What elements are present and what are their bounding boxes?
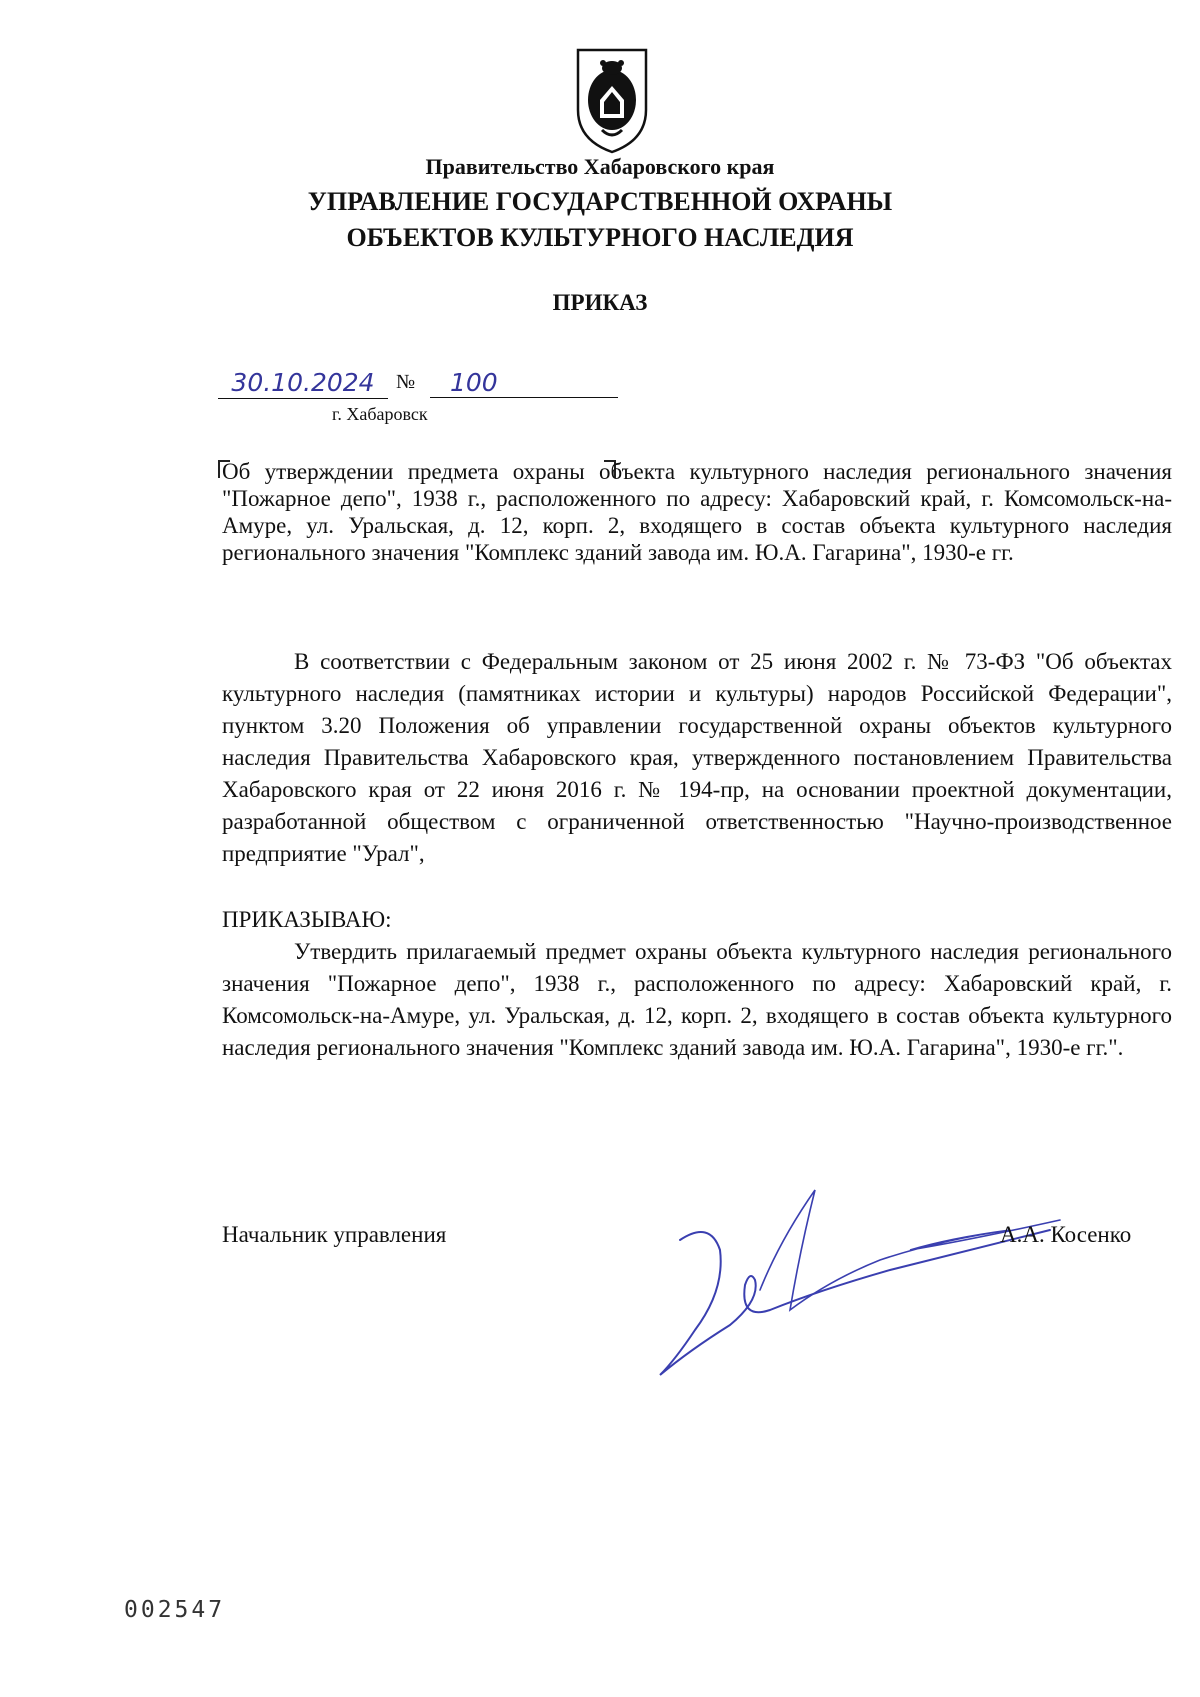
order-paragraph: Утвердить прилагаемый предмет охраны объекта культурного наследия регионального значения "Пожарное депо", 1938 г., расположенного по адресу: Хабаровский край, г. Комсомольск-на-Амуре, ул. Уральская, д. 12, корп. 2, входящего в состав объекта культурного наследия регионального значения "Комплекс зданий завода им. Ю.А. Гагарина", 1930-е гг.".	[222, 939, 1172, 1060]
signatory-position: Начальник управления	[222, 1222, 447, 1247]
order-word: ПРИКАЗЫВАЮ:	[222, 907, 392, 932]
serial-number: 002547	[124, 1597, 226, 1623]
date-number-line	[218, 368, 618, 400]
government-name: Правительство Хабаровского края	[425, 154, 775, 179]
order-date: 30.10.2024	[218, 368, 388, 399]
department-name	[0, 184, 1200, 256]
department-line-2: ОБЪЕКТОВ КУЛЬТУРНОГО НАСЛЕДИЯ	[346, 223, 854, 252]
preamble-paragraph: В соответствии с Федеральным законом от 25 июня 2002 г. № 73-ФЗ "Об объектах культурного наследия (памятниках истории и культуры) народов Российской Федерации", пунктом 3.20 Положения об управлении государственной охраны объектов культурного наследия Правительства Хабаровского края, утвержденного постановлением Правительства Хабаровского края от 22 июня 2016 г. № 194-пр, на основании проектной документации, разработанной обществом с ограниченной ответственностью "Научно-производственное предприятие "Урал",	[222, 649, 1172, 866]
coat-of-arms-icon	[572, 44, 652, 156]
order-number: 100	[430, 368, 618, 398]
handwritten-signature	[650, 1160, 1100, 1390]
department-line-1: УПРАВЛЕНИЕ ГОСУДАРСТВЕННОЙ ОХРАНЫ	[307, 187, 893, 216]
signatory-name: А.А. Косенко	[1000, 1222, 1132, 1247]
document-type: ПРИКАЗ	[552, 290, 648, 315]
number-label: №	[396, 371, 416, 393]
city: г. Хабаровск	[332, 404, 428, 424]
order-subject: Об утверждении предмета охраны объекта культурного наследия регионального значения "Пожарное депо", 1938 г., расположенного по адресу: Хабаровский край, г. Комсомольск-на-Амуре, ул. Уральская, д. 12, корп. 2, входящего в состав объекта культурного наследия регионального значения "Комплекс зданий завода им. Ю.А. Гагарина", 1930-е гг.	[222, 459, 1172, 565]
